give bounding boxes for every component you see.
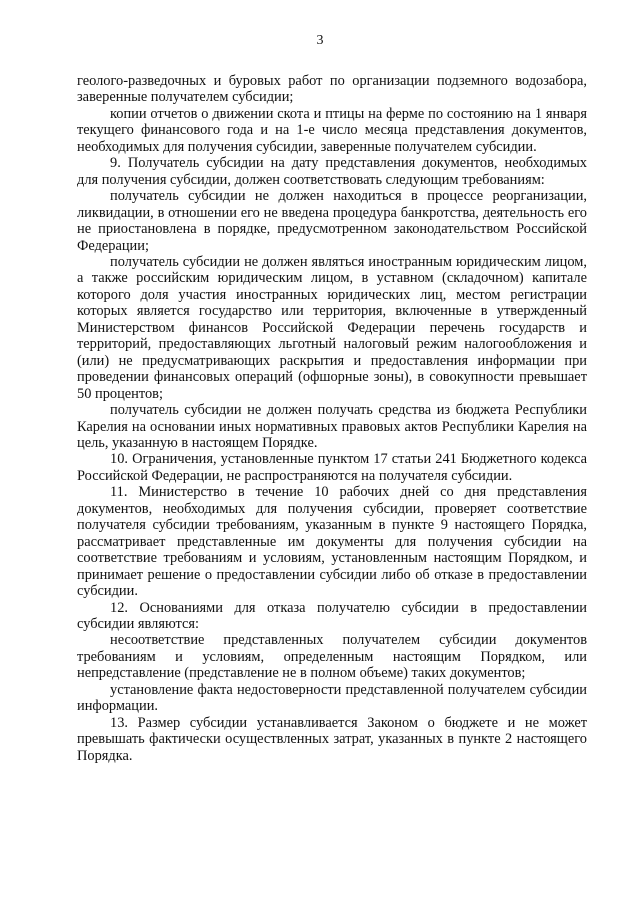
paragraph-requirement-foreign-entity: получатель субсидии не должен являться иностранным юридическим лицом, а также российским юридическим лицом, в уставном (складочном) капитале которого доля участия иностранных юридических лиц, местом регистрации которых является государство или территория, включенные в утвержденный Министерством финансов Российской Федерации перечень государств и территорий, предоставляющих льготный налоговый режим налогообложения и (или) не предусматривающих раскрытия и предоставления информации при проведении финансовых операций (офшорные зоны), в совокупности превышает 50 процентов; bbox=[77, 253, 587, 402]
page-number: 3 bbox=[316, 33, 324, 48]
paragraph-item-10: 10. Ограничения, установленные пунктом 17 статьи 241 Бюджетного кодекса Российской Федерации, не распространяются на получателя субсидии. bbox=[77, 451, 587, 484]
document-body bbox=[77, 73, 587, 764]
paragraph-item-9: 9. Получатель субсидии на дату представления документов, необходимых для получения субсидии, должен соответствовать следующим требованиям: bbox=[77, 155, 587, 188]
paragraph-requirement-budget-funds: получатель субсидии не должен получать средства из бюджета Республики Карелия на основании иных нормативных правовых актов Республики Карелия на цель, указанную в настоящем Порядке. bbox=[77, 402, 587, 451]
paragraph-requirement-reorganization: получатель субсидии не должен находиться в процессе реорганизации, ликвидации, в отношении его не введена процедура банкротства, деятельность его не приостановлена в порядке, предусмотренном законодательством Российской Федерации; bbox=[77, 188, 587, 254]
paragraph-item-13: 13. Размер субсидии устанавливается Законом о бюджете и не может превышать фактически осуществленных затрат, указанных в пункте 2 настоящего Порядка. bbox=[77, 714, 587, 764]
paragraph-refusal-reason-documents: несоответствие представленных получателем субсидии документов требованиям и условиям, определенным настоящим Порядком, или непредставление (представление не в полном объеме) таких документов; bbox=[77, 632, 587, 682]
paragraph-continuation: геолого-разведочных и буровых работ по организации подземного водозабора, заверенные получателем субсидии; bbox=[77, 73, 587, 106]
paragraph-item-11: 11. Министерство в течение 10 рабочих дней со дня представления документов, необходимых для получения субсидии, проверяет соответствие получателя субсидии требованиям, указанным в пункте 9 настоящего Порядка, рассматривает представленные им документы для получения субсидии на соответствие требованиям и условиям, установленным настоящим Порядком, и принимает решение о предоставлении субсидии либо об отказе в предоставлении субсидии. bbox=[77, 484, 587, 600]
paragraph-item-12: 12. Основаниями для отказа получателю субсидии в предоставлении субсидии являются: bbox=[77, 599, 587, 632]
paragraph-refusal-reason-false-info: установление факта недостоверности представленной получателем субсидии информации. bbox=[77, 681, 587, 715]
paragraph-livestock-reports: копии отчетов о движении скота и птицы на ферме по состоянию на 1 января текущего финансового года и на 1-е число месяца представления документов, необходимых для получения субсидии, заверенные получателем субсидии. bbox=[77, 105, 587, 155]
